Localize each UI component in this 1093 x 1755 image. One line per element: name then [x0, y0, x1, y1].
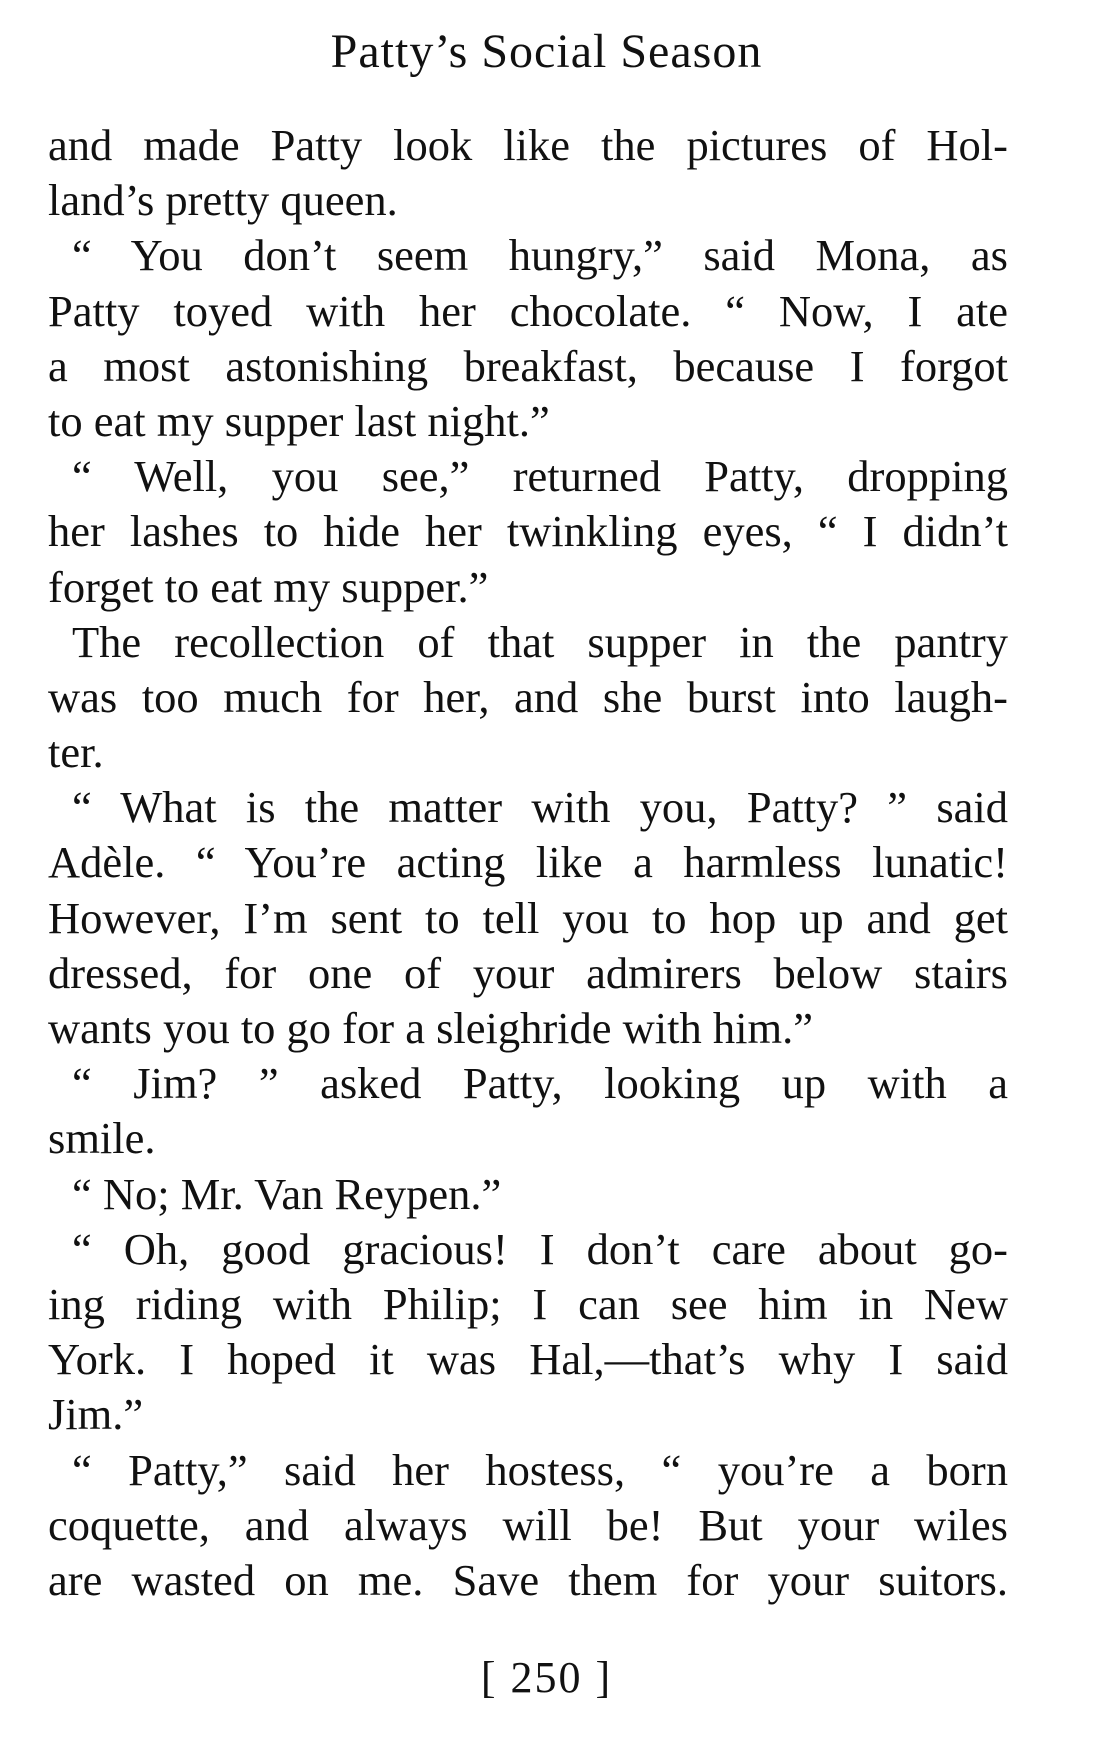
text-line: York. I hoped it was Hal,—that’s why I said	[48, 1334, 1008, 1385]
paragraph	[48, 780, 1008, 1056]
paragraph	[48, 449, 1008, 615]
text-line: forget to eat my supper.”	[48, 561, 489, 612]
text-line: Adèle. “ You’re acting like a harmless lunatic!	[48, 837, 1008, 888]
text-line: “ Oh, good gracious! I don’t care about go-	[72, 1223, 1008, 1274]
paragraph	[48, 1056, 1008, 1166]
text-line: smile.	[48, 1113, 156, 1164]
paragraph	[48, 228, 1008, 449]
paragraph	[48, 1167, 1008, 1222]
text-line: “ No; Mr. Van Reypen.”	[72, 1168, 502, 1219]
paragraph	[48, 1222, 1008, 1443]
text-line: The recollection of that supper in the pantry	[72, 616, 1008, 667]
text-line: wants you to go for a sleighride with him.”	[48, 1003, 814, 1053]
page-number: [ 250 ]	[480, 1653, 613, 1702]
text-line: However, I’m sent to tell you to hop up and get	[48, 892, 1008, 943]
paragraph	[48, 615, 1008, 781]
text-line: was too much for her, and she burst into laugh-	[48, 671, 1008, 722]
text-line: “ Well, you see,” returned Patty, dropping	[72, 451, 1008, 502]
text-line: ter.	[48, 727, 104, 778]
running-head: Patty’s Social Season	[330, 25, 763, 78]
text-line: “ What is the matter with you, Patty? ” said	[72, 782, 1008, 833]
text-line: coquette, and always will be! But your wiles	[48, 1499, 1008, 1550]
text-line: and made Patty look like the pictures of Hol-	[48, 120, 1008, 170]
paragraph	[48, 118, 1008, 228]
text-line: land’s pretty queen.	[48, 175, 398, 226]
text-line: “ You don’t seem hungry,” said Mona, as	[72, 230, 1008, 281]
text-line: a most astonishing breakfast, because I forgot	[48, 340, 1008, 391]
text-line: ing riding with Philip; I can see him in New	[48, 1278, 1008, 1329]
text-line: her lashes to hide her twinkling eyes, “ I didn’t	[48, 506, 1008, 557]
text-line: “ Patty,” said her hostess, “ you’re a born	[72, 1444, 1008, 1495]
text-line: Patty toyed with her chocolate. “ Now, I ate	[48, 285, 1008, 336]
text-line: dressed, for one of your admirers below stairs	[48, 947, 1008, 998]
text-line: Jim.”	[48, 1389, 144, 1440]
text-line: are wasted on me. Save them for your suitors.	[48, 1554, 1008, 1605]
text-line: “ Jim? ” asked Patty, looking up with a	[72, 1058, 1008, 1109]
text-line: to eat my supper last night.”	[48, 395, 550, 446]
paragraph	[48, 1443, 1008, 1609]
body-text	[48, 118, 1008, 1608]
